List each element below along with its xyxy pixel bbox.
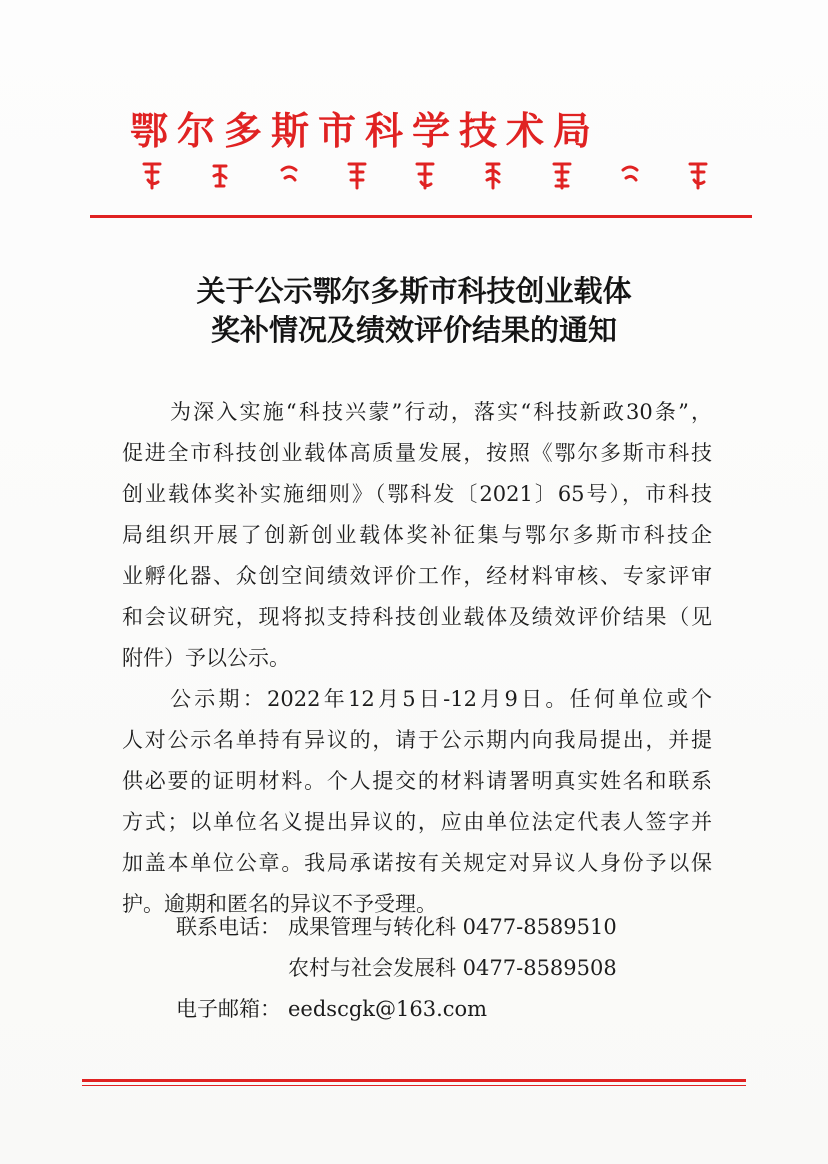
paragraph-1-line: 促进全市科技创业载体高质量发展，按照《鄂尔多斯市科技 xyxy=(122,441,712,465)
paragraph-2-line: 人对公示名单持有异议的，请于公示期内向我局提出，并提 xyxy=(122,728,712,752)
phone-number-2: 农村与社会发展科 0477-8589508 xyxy=(288,956,617,980)
email-address: eedscgk@163.com xyxy=(288,997,488,1021)
paragraph-1-line: 业孵化器、众创空间绩效评价工作，经材料审核、专家评审 xyxy=(122,564,712,588)
paragraph-1-line: 创业载体奖补实施细则》（鄂科发〔2021〕65号），市科技 xyxy=(122,482,712,506)
mongolian-glyph xyxy=(686,160,710,192)
paragraph-2-line: 方式；以单位名义提出异议的，应由单位法定代表人签字并 xyxy=(122,810,712,834)
phone-number-1: 成果管理与转化科 0477-8589510 xyxy=(288,915,617,939)
mongolian-script-row xyxy=(140,158,710,194)
letterhead-divider xyxy=(90,215,752,218)
mongolian-glyph xyxy=(481,160,505,192)
agency-name: 鄂尔多斯市科学技术局 xyxy=(130,108,601,153)
mongolian-glyph xyxy=(550,160,574,192)
footer-divider xyxy=(82,1079,746,1082)
notice-title-line-1: 关于公示鄂尔多斯市科技创业载体 xyxy=(196,274,632,308)
paragraph-1-line: 和会议研究，现将拟支持科技创业载体及绩效评价结果（见 xyxy=(122,605,712,629)
paragraph-1-line: 为深入实施“科技兴蒙”行动，落实“科技新政30条”， xyxy=(170,400,712,424)
phone-label: 联系电话： xyxy=(176,915,281,939)
footer-divider-thin xyxy=(82,1085,746,1086)
notice-title-line-2: 奖补情况及绩效评价结果的通知 xyxy=(210,313,617,347)
paragraph-2-line: 护。逾期和匿名的异议不予受理。 xyxy=(122,892,437,916)
paragraph-2-line: 供必要的证明材料。个人提交的材料请署明真实姓名和联系 xyxy=(122,769,712,793)
paragraph-1-line: 局组织开展了创新创业载体奖补征集与鄂尔多斯市科技企 xyxy=(122,523,712,547)
mongolian-glyph xyxy=(413,160,437,192)
paragraph-2-line: 加盖本单位公章。我局承诺按有关规定对异议人身份予以保 xyxy=(122,851,712,875)
mongolian-glyph xyxy=(140,160,164,192)
paragraph-1-line: 附件）予以公示。 xyxy=(122,646,290,670)
paragraph-2-line: 公示期：2022年12月5日-12月9日。任何单位或个 xyxy=(170,687,712,711)
mongolian-glyph xyxy=(208,160,232,192)
email-label: 电子邮箱： xyxy=(176,997,281,1021)
mongolian-glyph xyxy=(618,160,642,192)
mongolian-glyph xyxy=(277,160,301,192)
mongolian-glyph xyxy=(345,160,369,192)
